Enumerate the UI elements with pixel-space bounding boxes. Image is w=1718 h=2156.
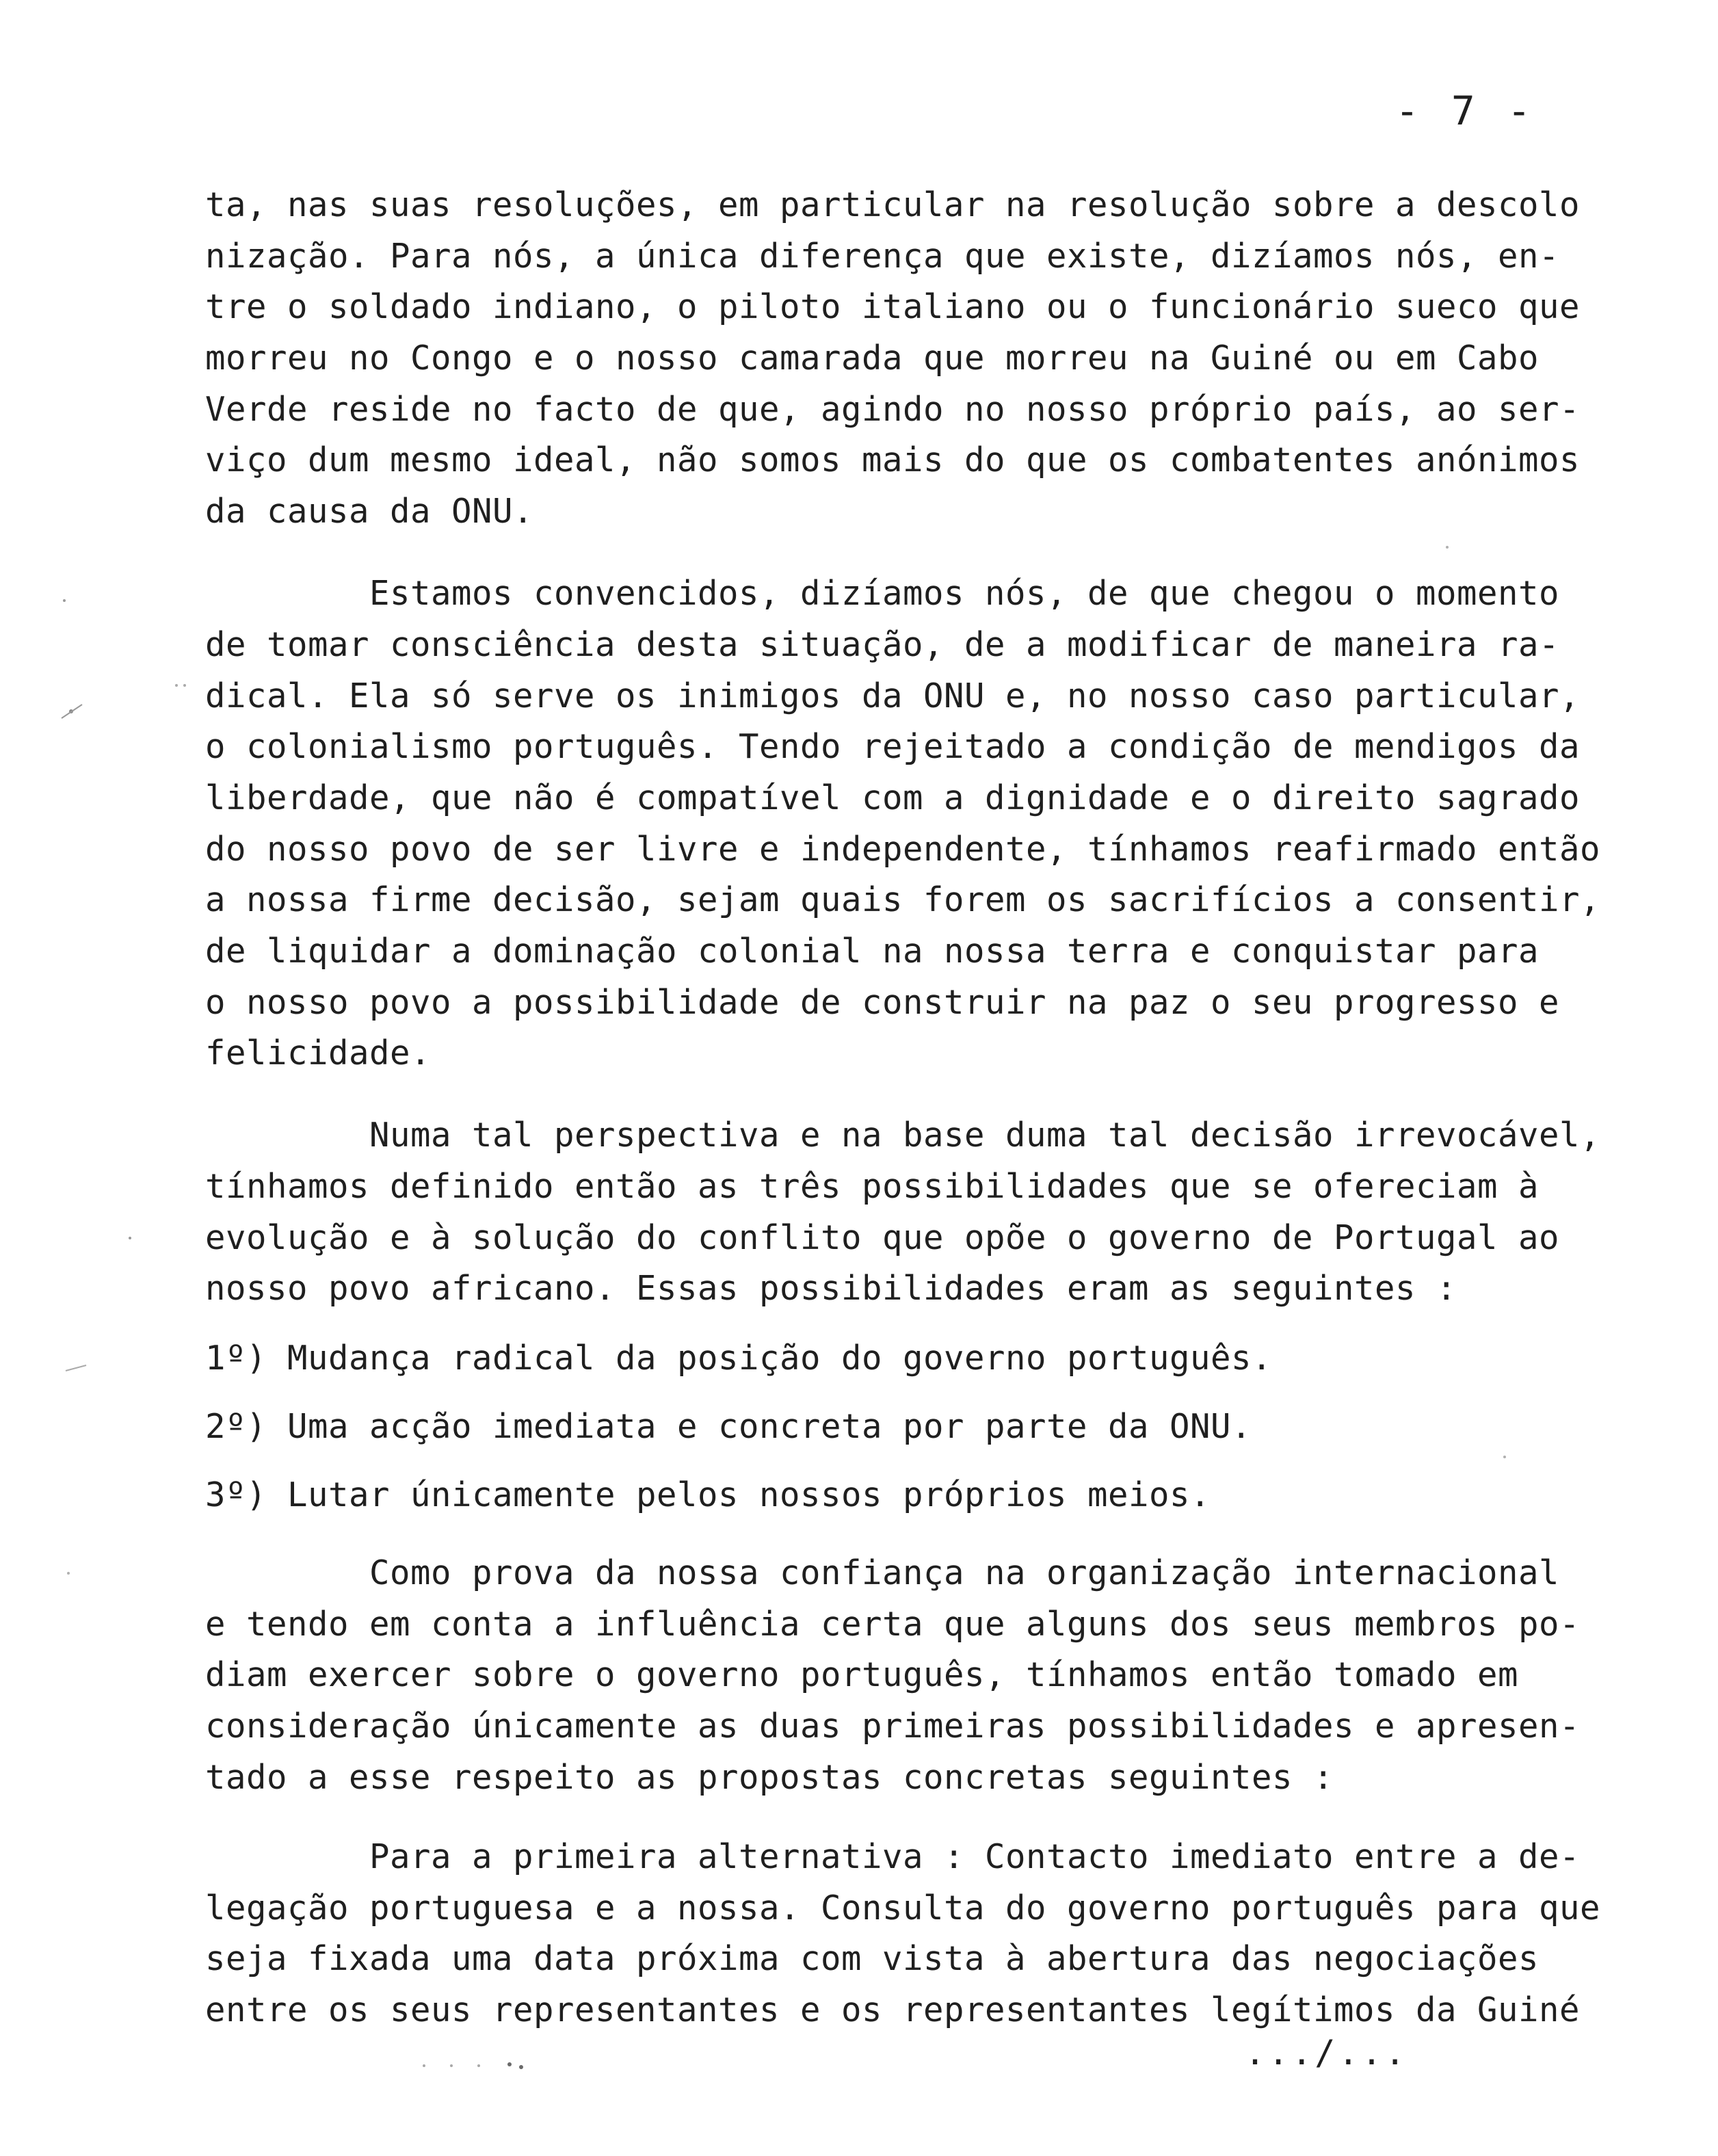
text-line: de liquidar a dominação colonial na nossa terra e conquistar para bbox=[205, 932, 1539, 971]
paragraph-start-line: Como prova da nossa confiança na organização internacional bbox=[369, 1553, 1560, 1592]
paragraph-start-line: Numa tal perspectiva e na base duma tal decisão irrevocável, bbox=[369, 1116, 1601, 1155]
text-line: de tomar consciência desta situação, de a modificar de maneira ra- bbox=[205, 625, 1560, 664]
text-line: o nosso povo a possibilidade de construir na paz o seu progresso e bbox=[205, 983, 1560, 1022]
text-line: do nosso povo de ser livre e independente, tínhamos reafirmado então bbox=[205, 830, 1601, 869]
text-line: Verde reside no facto de que, agindo no nosso próprio país, ao ser- bbox=[205, 390, 1581, 429]
text-line: tínhamos definido então as três possibilidades que se ofereciam à bbox=[205, 1167, 1539, 1206]
text-line: da causa da ONU. bbox=[205, 492, 534, 531]
text-line: nosso povo africano. Essas possibilidades eram as seguintes : bbox=[205, 1269, 1457, 1308]
text-line: liberdade, que não é compatível com a dignidade e o direito sagrado bbox=[205, 778, 1581, 817]
list-item: 3º) Lutar únicamente pelos nossos próprios meios. bbox=[205, 1475, 1211, 1514]
paragraph-start-line: Estamos convencidos, dizíamos nós, de que chegou o momento bbox=[369, 574, 1560, 613]
text-line: diam exercer sobre o governo português, tínhamos então tomado em bbox=[205, 1655, 1519, 1694]
text-line: dical. Ela só serve os inimigos da ONU e, no nosso caso particular, bbox=[205, 676, 1581, 715]
text-line: evolução e à solução do conflito que opõe o governo de Portugal ao bbox=[205, 1218, 1560, 1257]
text-line: morreu no Congo e o nosso camarada que morreu na Guiné ou em Cabo bbox=[205, 339, 1539, 378]
list-item: 2º) Uma acção imediata e concreta por parte da ONU. bbox=[205, 1407, 1252, 1446]
text-line: tado a esse respeito as propostas concretas seguintes : bbox=[205, 1758, 1334, 1797]
list-item: 1º) Mudança radical da posição do governo português. bbox=[205, 1339, 1273, 1378]
text-line: a nossa firme decisão, sejam quais forem os sacrifícios a consentir, bbox=[205, 880, 1601, 919]
text-line: viço dum mesmo ideal, não somos mais do que os combatentes anónimos bbox=[205, 441, 1581, 479]
paragraph-start-line: Para a primeira alternativa : Contacto imediato entre a de- bbox=[369, 1837, 1581, 1876]
text-line: seja fixada uma data próxima com vista à abertura das negociações bbox=[205, 1939, 1539, 1978]
text-line: legação portuguesa e a nossa. Consulta do governo português para que bbox=[205, 1889, 1601, 1928]
text-line: nização. Para nós, a única diferença que existe, dizíamos nós, en- bbox=[205, 237, 1560, 276]
text-line: e tendo em conta a influência certa que alguns dos seus membros po- bbox=[205, 1605, 1581, 1644]
text-line: entre os seus representantes e os representantes legítimos da Guiné bbox=[205, 1990, 1581, 2029]
text-line: consideração únicamente as duas primeiras possibilidades e apresen- bbox=[205, 1707, 1581, 1746]
page-number: - 7 - bbox=[1395, 88, 1535, 134]
text-line: ta, nas suas resoluções, em particular na resolução sobre a descolo bbox=[205, 185, 1581, 224]
continuation-mark: .../... bbox=[1245, 2033, 1408, 2073]
text-line: tre o soldado indiano, o piloto italiano ou o funcionário sueco que bbox=[205, 287, 1581, 326]
text-line: o colonialismo português. Tendo rejeitado a condição de mendigos da bbox=[205, 727, 1581, 766]
text-line: felicidade. bbox=[205, 1034, 432, 1073]
